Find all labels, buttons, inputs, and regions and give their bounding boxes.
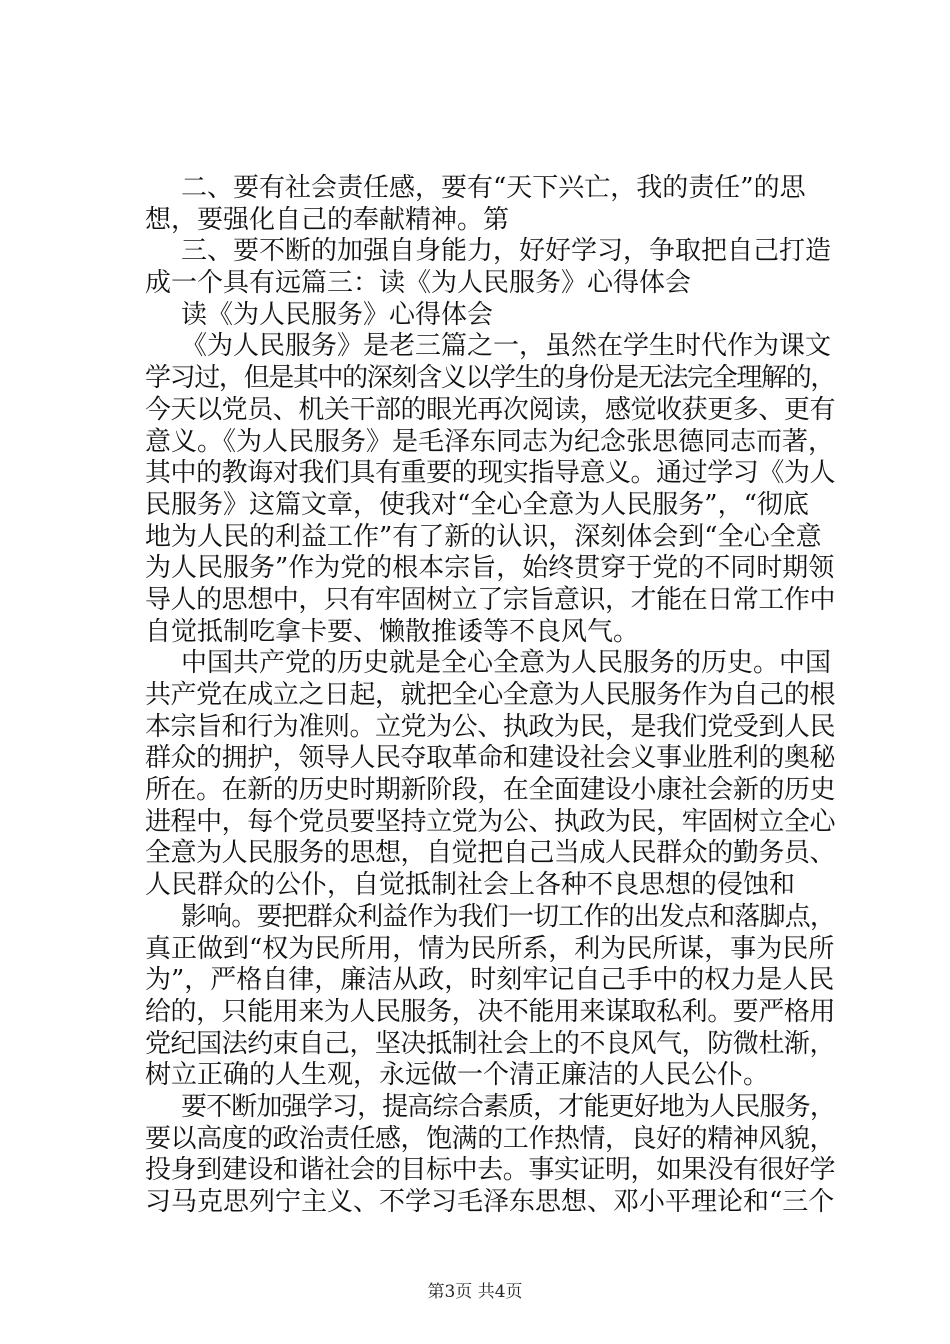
document-body bbox=[145, 173, 835, 1219]
text-line: 树立正确的人生观，永远做一个清正廉洁的人民公仆。 bbox=[145, 1060, 770, 1091]
text-line: 给的，只能用来为人民服务，决不能用来谋取私利。要严格用 bbox=[145, 996, 836, 1027]
text-line: 二、要有社会责任感，要有“天下兴亡，我的责任”的思 bbox=[181, 173, 806, 203]
text-line: 民服务》这篇文章，使我对“全心全意为人民服务”，“彻底 bbox=[145, 489, 809, 520]
text-line: 今天以党员、机关干部的眼光再次阅读，感觉收获更多、更有 bbox=[145, 394, 836, 425]
text-line: 导人的思想中，只有牢固树立了宗旨意识，才能在日常工作中 bbox=[145, 584, 836, 615]
text-line: 想，要强化自己的奉献精神。第 bbox=[145, 204, 510, 235]
text-line: 党纪国法约束自己，坚决抵制社会上的不良风气，防微杜渐， bbox=[145, 1028, 836, 1059]
text-line: 共产党在成立之日起，就把全心全意为人民服务作为自己的根 bbox=[145, 680, 836, 710]
text-line: 进程中，每个党员要坚持立党为公、执政为民，牢固树立全心 bbox=[145, 806, 836, 837]
text-line: 《为人民服务》是老三篇之一，虽然在学生时代作为课文 bbox=[181, 331, 832, 362]
text-line: 群众的拥护，领导人民夺取革命和建设社会义事业胜利的奥秘 bbox=[145, 743, 836, 774]
text-line: 本宗旨和行为准则。立党为公、执政为民，是我们党受到人民 bbox=[145, 711, 836, 742]
text-line: 学习过，但是其中的深刻含义以学生的身份是无法完全理解的， bbox=[145, 363, 836, 394]
text-line: 中国共产党的历史就是全心全意为人民服务的历史。中国 bbox=[181, 648, 832, 679]
text-line: 真正做到“权为民所用，情为民所系，利为民所谋，事为民所 bbox=[145, 933, 835, 964]
text-line: 其中的教诲对我们具有重要的现实指导意义。通过学习《为人 bbox=[145, 458, 836, 489]
text-line: 三、要不断的加强自身能力，好好学习，争取把自己打造 bbox=[181, 236, 832, 267]
text-line: 所在。在新的历史时期新阶段，在全面建设小康社会新的历史 bbox=[145, 775, 836, 806]
text-line: 读《为人民服务》心得体会 bbox=[181, 299, 494, 330]
text-line: 自觉抵制吃拿卡要、懒散推诿等不良风气。 bbox=[145, 616, 640, 647]
text-line: 为人民服务”作为党的根本宗旨，始终贯穿于党的不同时期领 bbox=[145, 553, 835, 584]
text-line: 为”，严格自律，廉洁从政，时刻牢记自己手中的权力是人民 bbox=[145, 965, 835, 996]
text-line: 意义。《为人民服务》是毛泽东同志为纪念张思德同志而著， bbox=[145, 426, 835, 457]
text-line: 成一个具有远篇三：读《为人民服务》心得体会 bbox=[145, 268, 692, 299]
text-line: 影响。要把群众利益作为我们一切工作的出发点和落脚点， bbox=[181, 901, 836, 932]
text-line: 地为人民的利益工作”有了新的认识，深刻体会到“全心全意 bbox=[145, 521, 822, 552]
text-line: 要不断加强学习，提高综合素质，才能更好地为人民服务， bbox=[181, 1091, 836, 1122]
text-line: 习马克思列宁主义、不学习毛泽东思想、邓小平理论和“三个 bbox=[145, 1187, 835, 1217]
text-line: 要以高度的政治责任感，饱满的工作热情，良好的精神风貌， bbox=[145, 1123, 836, 1154]
text-line: 人民群众的公仆，自觉抵制社会上各种不良思想的侵蚀和 bbox=[145, 870, 796, 901]
text-line: 投身到建设和谐社会的目标中去。事实证明，如果没有很好学 bbox=[145, 1155, 836, 1186]
page-footer: 第3页 共4页 bbox=[427, 1282, 523, 1302]
text-line: 全意为人民服务的思想，自觉把自己当成人民群众的勤务员、 bbox=[145, 838, 836, 869]
